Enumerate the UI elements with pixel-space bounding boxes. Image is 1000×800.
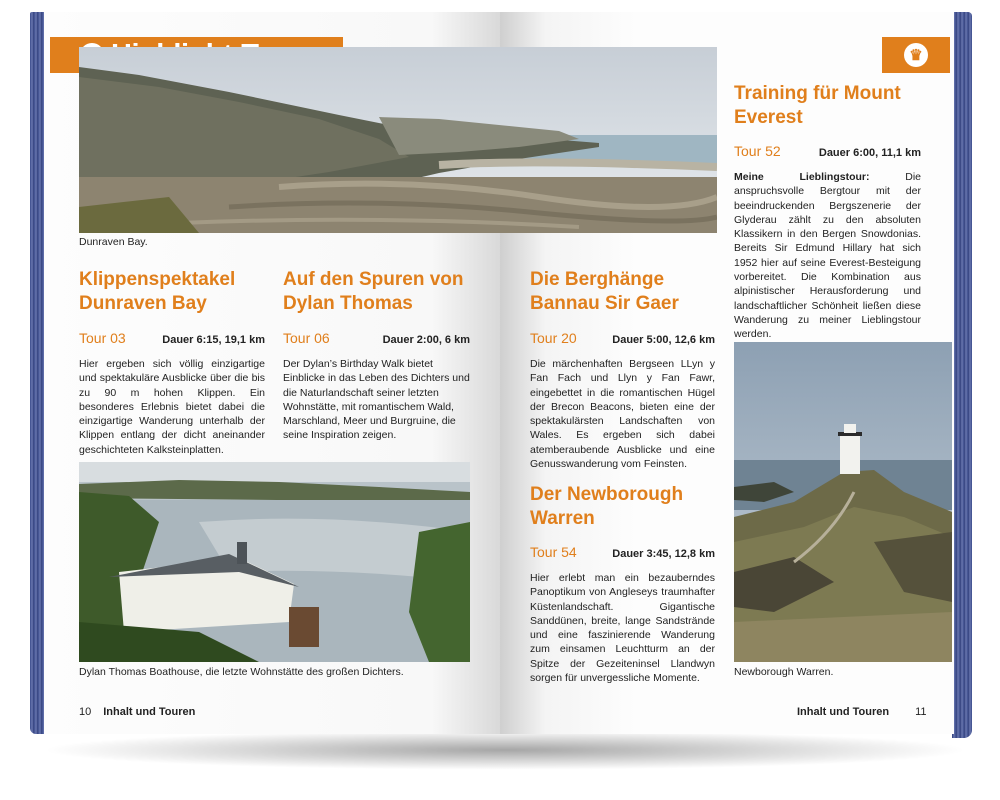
tour-duration: Dauer 6:15, 19,1 km xyxy=(162,334,265,346)
tour-description xyxy=(734,170,921,342)
favorite-label: Meine Lieblingstour: xyxy=(734,171,870,183)
footer-section-right: Inhalt und Touren xyxy=(797,706,890,718)
photo-dunraven-bay xyxy=(79,47,717,233)
tour-title-line: Klippenspektakel xyxy=(79,269,236,290)
book-edge-right xyxy=(952,12,972,738)
tour-title-line: Everest xyxy=(734,107,803,128)
tour-title-line: Warren xyxy=(530,508,595,529)
tour-title-line: Bannau Sir Gaer xyxy=(530,293,679,314)
tour-title-line: Dylan Thomas xyxy=(283,293,413,314)
tour-duration: Dauer 5:00, 12,6 km xyxy=(612,334,715,346)
book-shadow xyxy=(40,730,970,770)
tour-title-line: Auf den Spuren von xyxy=(283,269,464,290)
tour-number: Tour 06 xyxy=(283,330,330,346)
page-number-right: 11 xyxy=(915,706,927,718)
tour-duration: Dauer 3:45, 12,8 km xyxy=(612,548,715,560)
footer-section-left: Inhalt und Touren xyxy=(103,706,196,718)
tour-title xyxy=(283,268,483,316)
footer-left xyxy=(79,706,195,718)
caption-dunraven: Dunraven Bay. xyxy=(79,236,148,248)
tour-title xyxy=(530,483,720,531)
tour-meta xyxy=(283,330,470,346)
tour-duration: Dauer 6:00, 11,1 km xyxy=(818,147,921,159)
tour-meta xyxy=(530,544,715,560)
tour-description-text: Die anspruchsvolle Bergtour mit der beeindruckenden Bergszenerie der Glyderau zählt zu den absoluten Klassikern in den Bergen Snowdonias. Bereits Sir Edmund Hillary hat sich 1952 hier auf seine Everest-Besteigung vorbereitet. Die Kombination aus alpinistischer Herausforderung und landschaftlicher Schönheit ließen diese Wanderung zu meiner Lieblingstour werden. xyxy=(734,171,921,341)
photo-boathouse xyxy=(79,462,470,662)
tour-number: Tour 20 xyxy=(530,330,577,346)
photo-newborough xyxy=(734,342,952,662)
tour-description: Hier ergeben sich völlig einzigartige und spektakuläre Ausblicke über die bis zu 90 m hohen Klippen. Ein besonderes Erlebnis bietet dabei die einzigartige Wanderung unterhalb der Klippen entlang der dicht aneinander geschichteten Kalksteinplatten. xyxy=(79,358,265,456)
page-number-left: 10 xyxy=(79,706,92,718)
caption-boathouse: Dylan Thomas Boathouse, die letzte Wohnstätte des großen Dichters. xyxy=(79,666,404,678)
tour-title-line: Training für Mount xyxy=(734,83,901,104)
tour-description: Hier erlebt man ein bezauberndes Panoptikum von Angleseys traumhafter Küstenlandschaft. Gigantische Sanddünen, breite, lange Sandstrände und eine faszinierende Wanderung zum einsamen Leuchtturm an der Spitze der Gezeiteninsel Llandwyn sorgen für unvergessliche Momente. xyxy=(530,572,715,685)
tour-title-line: Dunraven Bay xyxy=(79,293,207,314)
tour-duration: Dauer 2:00, 6 km xyxy=(382,334,470,346)
tour-meta xyxy=(530,330,715,346)
tour-number: Tour 52 xyxy=(734,143,781,159)
tour-title xyxy=(79,268,269,316)
section-banner-right xyxy=(882,37,950,73)
tour-title-line: Der Newborough xyxy=(530,484,684,505)
tour-number: Tour 03 xyxy=(79,330,126,346)
tour-number: Tour 54 xyxy=(530,544,577,560)
tour-title xyxy=(530,268,720,316)
tour-description: Die märchenhaften Bergseen LLyn y Fan Fach und Llyn y Fan Fawr, eingebettet in die romantischen Hügel der Brecon Beacons, bieten eine der spektakulärsten Landschaften von Wales. Es ergeben sich dabei atemberaubende Ausblicke und eine Genusswanderung vom Feinsten. xyxy=(530,358,715,471)
tour-meta xyxy=(734,143,921,159)
tour-meta xyxy=(79,330,265,346)
caption-newborough: Newborough Warren. xyxy=(734,666,834,678)
footer-right xyxy=(797,706,926,718)
tour-title xyxy=(734,82,934,130)
tour-title-line: Die Berghänge xyxy=(530,269,665,290)
tour-description: Der Dylan’s Birthday Walk bietet Einblicke in das Leben des Dichters und die Naturlandschaft seiner letzten Wohnstätte, mit romantischem Wald, Marschland, Meer und Burgruine, die seine Inspiration zeigen. xyxy=(283,358,470,442)
crown-smile-icon: ♛ xyxy=(904,43,928,67)
